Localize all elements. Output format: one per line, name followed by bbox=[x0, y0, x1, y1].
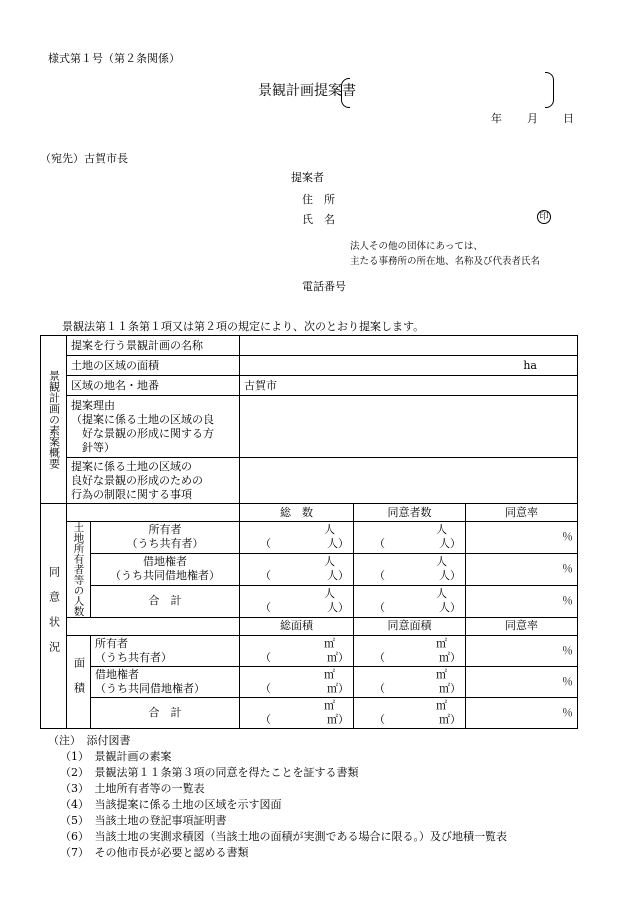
name-label: 氏 名 bbox=[302, 213, 335, 226]
area-sum-rate[interactable]: ％ bbox=[466, 697, 578, 728]
unit-area: ㎡ bbox=[436, 698, 447, 712]
row-area-label: 土地の区域の面積 bbox=[67, 356, 240, 376]
note-item: （6） 当該土地の実測求積図（当該土地の面積が実測である場合に限る。）及び地積一覧表 bbox=[60, 830, 507, 843]
people-owner-total[interactable] bbox=[240, 522, 354, 554]
intro-text: 景観法第１１条第１項又は第２項の規定により、次のとおり提案します。 bbox=[62, 320, 425, 333]
people-owner-line1: 所有者 bbox=[148, 523, 182, 537]
people-sum-total[interactable] bbox=[240, 585, 354, 617]
open-paren: （ bbox=[374, 650, 385, 664]
header-rate: 同意率 bbox=[466, 504, 578, 522]
area-group-label: 面積 bbox=[67, 635, 91, 728]
area-sum-total[interactable] bbox=[240, 697, 354, 728]
date-day: 日 bbox=[563, 112, 574, 125]
header-area-rate: 同意率 bbox=[466, 617, 578, 635]
area-owner-agreed[interactable] bbox=[354, 635, 466, 666]
note-item: （4） 当該提案に係る土地の区域を示す図面 bbox=[60, 798, 282, 811]
people-lessee-total[interactable] bbox=[240, 553, 354, 585]
people-owner-agreed[interactable] bbox=[354, 522, 466, 554]
people-sum-rate[interactable]: ％ bbox=[466, 585, 578, 617]
unit-person: 人 bbox=[436, 523, 447, 537]
proposal-table bbox=[40, 335, 578, 729]
note-item: （2） 景観法第１１条第３項の同意を得たことを証する書類 bbox=[60, 766, 359, 779]
area-owner-line1: 所有者 bbox=[95, 636, 128, 650]
unit-area: ㎡ bbox=[324, 698, 335, 712]
area-owner-total[interactable] bbox=[240, 635, 354, 666]
addressee: （宛先）古賀市長 bbox=[40, 152, 128, 165]
people-lessee-line2: （うち共同借地権者） bbox=[110, 569, 220, 583]
section-consent-label: 同意状況 bbox=[41, 504, 67, 729]
open-paren: （ bbox=[260, 569, 271, 583]
note-item: （5） 当該土地の登記事項証明書 bbox=[60, 814, 227, 827]
people-group-label: 土地所有者等の人数 bbox=[67, 522, 91, 618]
unit-area-paren: ㎡） bbox=[439, 681, 461, 695]
open-paren: （ bbox=[260, 537, 271, 551]
row-location-label: 区域の地名・地番 bbox=[67, 376, 240, 396]
row-reason-label bbox=[67, 396, 240, 458]
header-total-area: 総面積 bbox=[240, 617, 354, 635]
restriction-field[interactable] bbox=[240, 458, 578, 504]
reason-label-line: 好な景観の形成に関する方 bbox=[71, 426, 214, 440]
unit-person-paren: 人） bbox=[439, 569, 461, 583]
open-paren: （ bbox=[260, 712, 271, 726]
unit-person-paren: 人） bbox=[327, 537, 349, 551]
unit-area-paren: ㎡） bbox=[327, 712, 349, 726]
unit-area-paren: ㎡） bbox=[327, 650, 349, 664]
date-month: 月 bbox=[527, 112, 538, 125]
area-lessee-label bbox=[91, 666, 240, 697]
reason-label-line: （提案に係る土地の区域の良 bbox=[71, 412, 214, 426]
location-field[interactable]: 古賀市 bbox=[240, 376, 578, 396]
reason-label-line: 針等） bbox=[71, 440, 115, 454]
header-agreed-area: 同意面積 bbox=[354, 617, 466, 635]
open-paren: （ bbox=[374, 601, 385, 615]
address-label: 住 所 bbox=[302, 193, 335, 206]
unit-person-paren: 人） bbox=[327, 569, 349, 583]
row-restriction-label bbox=[67, 458, 240, 504]
seal-mark: 印 bbox=[537, 210, 551, 224]
area-lessee-line2: （うち共同借地権者） bbox=[95, 681, 205, 695]
plan-name-field[interactable] bbox=[240, 336, 578, 356]
area-field[interactable]: ha bbox=[240, 356, 578, 376]
unit-area: ㎡ bbox=[436, 636, 447, 650]
notes-heading: （注） 添付図書 bbox=[48, 734, 131, 747]
restriction-label-line: 提案に係る土地の区域の bbox=[71, 459, 192, 473]
open-paren: （ bbox=[374, 537, 385, 551]
restriction-label-line: 行為の制限に関する事項 bbox=[71, 487, 192, 501]
unit-person: 人 bbox=[436, 555, 447, 569]
unit-person-paren: 人） bbox=[439, 601, 461, 615]
unit-person: 人 bbox=[436, 587, 447, 601]
unit-person: 人 bbox=[324, 523, 335, 537]
unit-person: 人 bbox=[324, 587, 335, 601]
people-lessee-agreed[interactable] bbox=[354, 553, 466, 585]
area-owner-label bbox=[91, 635, 240, 666]
unit-area: ㎡ bbox=[324, 636, 335, 650]
open-paren: （ bbox=[374, 569, 385, 583]
proposer-label: 提案者 bbox=[291, 171, 324, 184]
area-lessee-agreed[interactable] bbox=[354, 666, 466, 697]
area-lessee-rate[interactable]: ％ bbox=[466, 666, 578, 697]
header-blank bbox=[67, 504, 240, 522]
area-sum-agreed[interactable] bbox=[354, 697, 466, 728]
date-year: 年 bbox=[491, 112, 502, 125]
header-total-count: 総 数 bbox=[240, 504, 354, 522]
form-number: 様式第１号（第２条関係） bbox=[48, 52, 180, 65]
section-outline-label: 景観計画の素案概要 bbox=[41, 336, 67, 504]
people-lessee-rate[interactable]: ％ bbox=[466, 553, 578, 585]
unit-person: 人 bbox=[324, 555, 335, 569]
right-bracket bbox=[545, 72, 554, 108]
people-owner-rate[interactable]: ％ bbox=[466, 522, 578, 554]
open-paren: （ bbox=[260, 601, 271, 615]
unit-area-paren: ㎡） bbox=[439, 650, 461, 664]
reason-field[interactable] bbox=[240, 396, 578, 458]
open-paren: （ bbox=[260, 681, 271, 695]
area-lessee-line1: 借地権者 bbox=[95, 667, 139, 681]
note-item: （1） 景観計画の素案 bbox=[60, 750, 172, 763]
page-title: 景観計画提案書 bbox=[258, 83, 356, 99]
unit-person-paren: 人） bbox=[327, 601, 349, 615]
unit-area: ㎡ bbox=[324, 667, 335, 681]
people-sum-agreed[interactable] bbox=[354, 585, 466, 617]
phone-label: 電話番号 bbox=[302, 280, 346, 293]
area-owner-line2: （うち共有者） bbox=[95, 650, 172, 664]
unit-person-paren: 人） bbox=[439, 537, 461, 551]
corp-note-line2: 主たる事務所の所在地、名称及び代表者氏名 bbox=[350, 256, 541, 267]
area-total-label: 合 計 bbox=[91, 697, 240, 728]
header-blank bbox=[67, 617, 240, 635]
unit-area: ㎡ bbox=[436, 667, 447, 681]
row-plan-name-label: 提案を行う景観計画の名称 bbox=[67, 336, 240, 356]
left-bracket bbox=[341, 78, 350, 108]
people-owner-line2: （うち共有者） bbox=[126, 537, 204, 551]
header-agreed-count: 同意者数 bbox=[354, 504, 466, 522]
open-paren: （ bbox=[374, 712, 385, 726]
restriction-label-line: 良好な景観の形成のための bbox=[71, 473, 203, 487]
note-item: （7） その他市長が必要と認める書類 bbox=[60, 846, 249, 859]
people-owner-label bbox=[91, 522, 240, 554]
people-lessee-label bbox=[91, 553, 240, 585]
area-owner-rate[interactable]: ％ bbox=[466, 635, 578, 666]
note-item: （3） 土地所有者等の一覧表 bbox=[60, 782, 205, 795]
open-paren: （ bbox=[374, 681, 385, 695]
reason-label-line: 提案理由 bbox=[71, 398, 115, 412]
unit-area-paren: ㎡） bbox=[327, 681, 349, 695]
open-paren: （ bbox=[260, 650, 271, 664]
corp-note-line1: 法人その他の団体にあっては、 bbox=[350, 241, 483, 252]
people-total-label: 合 計 bbox=[91, 585, 240, 617]
area-lessee-total[interactable] bbox=[240, 666, 354, 697]
unit-area-paren: ㎡） bbox=[439, 712, 461, 726]
people-lessee-line1: 借地権者 bbox=[143, 555, 187, 569]
